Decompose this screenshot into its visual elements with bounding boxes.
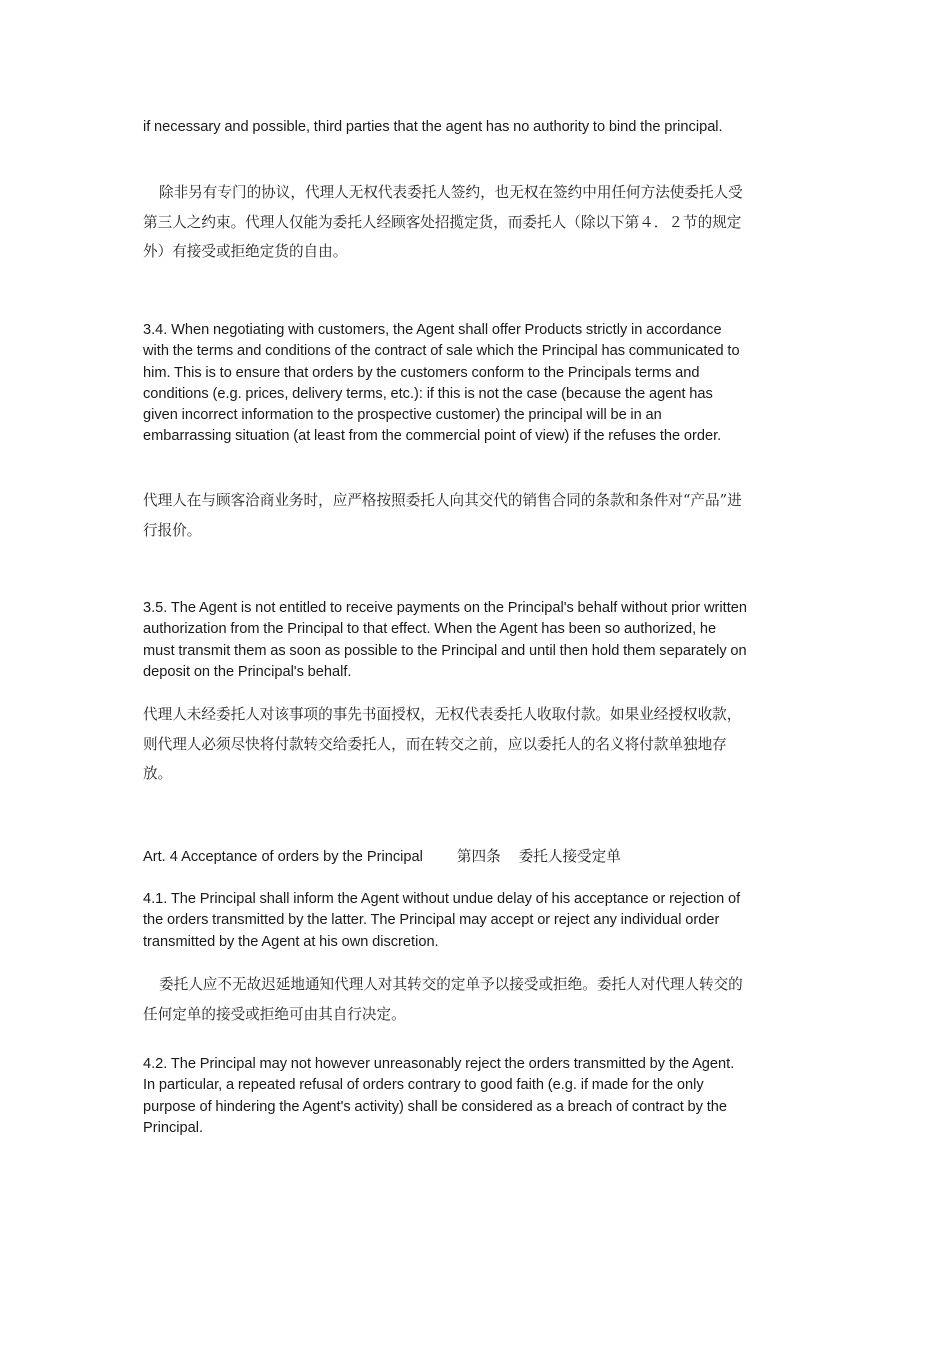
section-4-1-zh: 委托人应不无故迟延地通知代理人对其转交的定单予以接受或拒绝。委托人对代理人转交的任何定单的接受或拒绝可由其自行决定。 — [143, 976, 743, 1023]
section-3-4-zh: 代理人在与顾客洽商业务时，应严格按照委托人向其交代的销售合同的条款和条件对“产品”进行报价。 — [143, 492, 742, 539]
article-4-heading — [143, 846, 621, 868]
section-4-1-en: 4.1. The Principal shall inform the Agent without undue delay of his acceptance or rejection of the orders transmitted by the latter. The Principal may accept or reject any individual order transmitted by the Agent at his own discretion. — [143, 891, 741, 950]
section-3-4-en: 3.4. When negotiating with customers, the Agent shall offer Products strictly in accordance with the terms and conditions of the contract of sale which the Principal has communicated to him. This is to ensure that orders by the customers conform to the Principals terms and conditions (e.g. prices, delivery terms, etc.): if this is not the case (because the agent has given incorrect information to the prospective customer) the principal will be in an embarrassing situation (at least from the commercial point of view) if the refuses the order. — [143, 322, 740, 445]
article-4-heading-en: Art. 4 Acceptance of orders by the Principal — [143, 849, 423, 865]
paragraph-continued-zh: 除非另有专门的协议，代理人无权代表委托人签约，也无权在签约中用任何方法使委托人受第三人之约束。代理人仅能为委托人经顾客处招揽定货，而委托人（除以下第４．２节的规定外）有接受或拒绝定货的自由。 — [143, 184, 743, 261]
section-4-2-en: 4.2. The Principal may not however unreasonably reject the orders transmitted by the Agent. In particular, a repeated refusal of orders contrary to good faith (e.g. if made for the only purpose of hindering the Agent's activity) shall be considered as a breach of contract by the Principal. — [143, 1056, 735, 1136]
article-4-heading-zh-title: 委托人接受定单 — [518, 848, 621, 865]
section-3-5-zh: 代理人未经委托人对该事项的事先书面授权，无权代表委托人收取付款。如果业经授权收款，则代理人必须尽快将付款转交给委托人，而在转交之前，应以委托人的名义将付款单独地存放。 — [143, 706, 742, 783]
article-4-heading-zh-number: 第四条 — [456, 848, 501, 865]
section-3-5-en: 3.5. The Agent is not entitled to receive payments on the Principal's behalf without prior written authorization from the Principal to that effect. When the Agent has been so authorized, he must transmit them as soon as possible to the Principal and until then hold them separately on deposit on the Principal's behalf. — [143, 600, 747, 680]
paragraph-continued-en: if necessary and possible, third parties that the agent has no authority to bind the principal. — [143, 119, 723, 135]
